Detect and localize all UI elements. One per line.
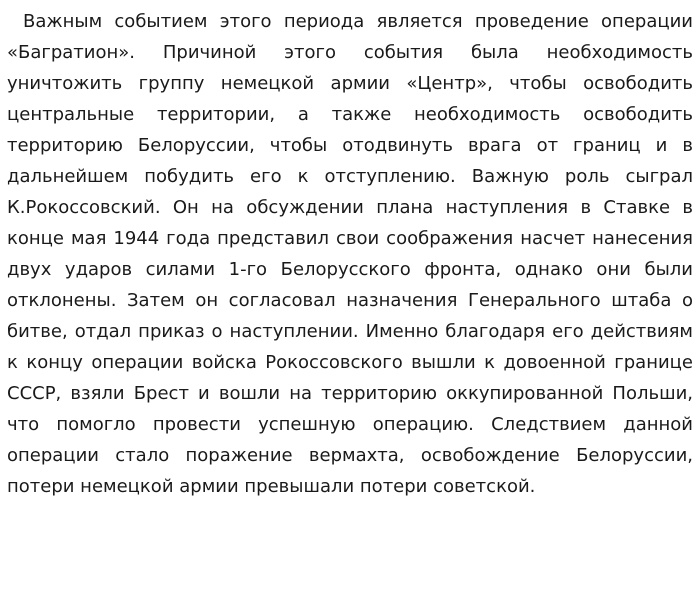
body-paragraph: Важным событием этого периода является проведение операции «Багратион». Причиной этого события была необходимость уничтожить группу немецкой армии «Центр», чтобы освободить центральные территории, а также необходимость освободить территорию Белоруссии, чтобы отодвинуть врага от границ и в дальнейшем побудить его к отступлению. Важную роль сыграл К.Рокоссовский. Он на обсуждении плана наступления в Ставке в конце мая 1944 года представил свои соображения насчет нанесения двух ударов силами 1-го Белорусского фронта, однако они были отклонены. Затем он согласовал назначения Генерального штаба о битве, отдал приказ о наступлении. Именно благодаря его действиям к концу операции войска Рокоссовского вышли к довоенной границе СССР, взяли Брест и вошли на территорию оккупированной Польши, что помогло провести успешную операцию. Следствием данной операции стало поражение вермахта, освобождение Белоруссии, потери немецкой армии превышали потери советской. xyxy=(7,11,693,497)
